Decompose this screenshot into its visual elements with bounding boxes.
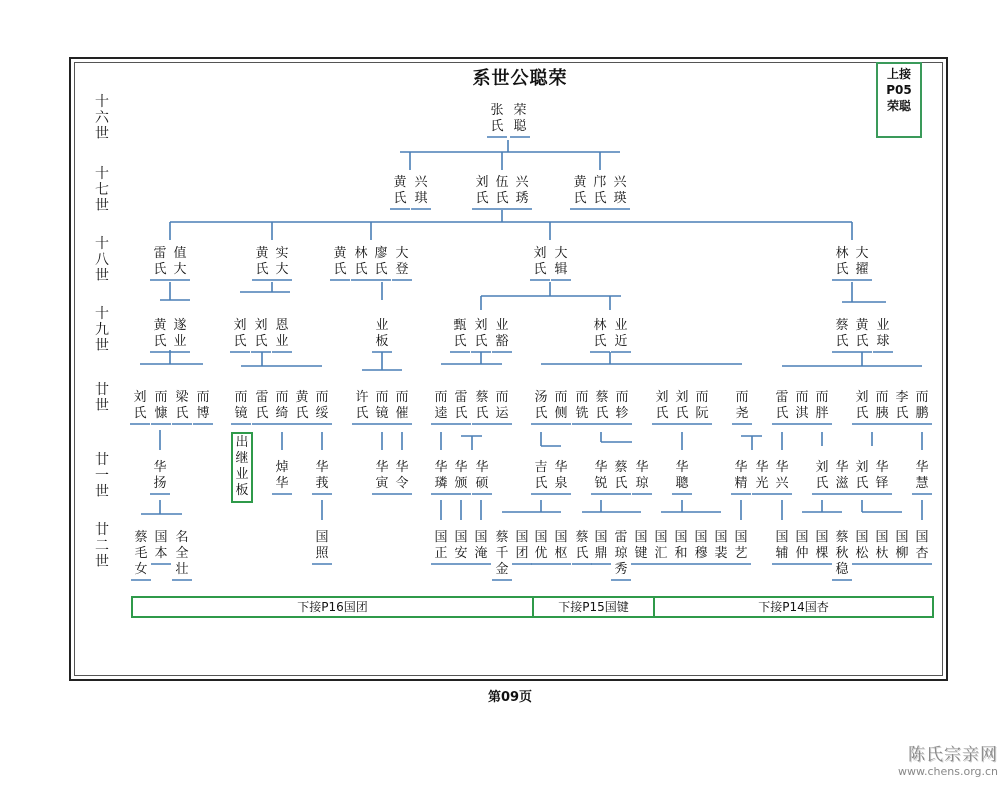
person-name: 国键 — [634, 530, 648, 561]
person-name: 而尧 — [735, 390, 749, 421]
person-name: 华颁 — [454, 460, 468, 491]
person-name: 国安 — [454, 530, 468, 561]
person-name: 黄氏 — [855, 318, 869, 349]
person-name: 蔡氏 — [835, 318, 849, 349]
person-name: 李氏 — [895, 390, 909, 421]
person-name: 而博 — [196, 390, 210, 421]
person-name: 国汇 — [654, 530, 668, 561]
person-name: 焯华 — [275, 460, 289, 491]
person-name: 而侧 — [554, 390, 568, 421]
person-name: 黄氏 — [333, 246, 347, 277]
person-name: 刘氏 — [233, 318, 247, 349]
person-name: 国穆 — [694, 530, 708, 561]
person-name: 黄氏 — [573, 175, 587, 206]
person-name: 蔡氏 — [595, 390, 609, 421]
person-name: 许氏 — [355, 390, 369, 421]
person-name: 国枢 — [554, 530, 568, 561]
person-name: 蔡千金 — [495, 530, 509, 577]
person-name: 国柳 — [895, 530, 909, 561]
person-name: 华琼 — [635, 460, 649, 491]
person-name: 名全壮 — [175, 530, 189, 577]
person-name: 遂业 — [173, 318, 187, 349]
upper-link-box[interactable] — [876, 62, 922, 138]
person-name: 而淇 — [795, 390, 809, 421]
person-name: 兴琇 — [515, 175, 529, 206]
person-name: 华璘 — [434, 460, 448, 491]
person-name: 国辅 — [775, 530, 789, 561]
person-name: 国鼎 — [594, 530, 608, 561]
person-name: 刘氏 — [533, 246, 547, 277]
person-name: 雷氏 — [775, 390, 789, 421]
person-name: 华兴 — [775, 460, 789, 491]
person-name: 汤氏 — [534, 390, 548, 421]
person-name: 大擢 — [855, 246, 869, 277]
person-name: 业近 — [614, 318, 628, 349]
person-name: 国本 — [154, 530, 168, 561]
person-name: 梁氏 — [175, 390, 189, 421]
person-name: 黄氏 — [295, 390, 309, 421]
person-name: 而逵 — [434, 390, 448, 421]
person-name: 而镜 — [375, 390, 389, 421]
person-name: 伍氏 — [495, 175, 509, 206]
person-name: 华慧 — [915, 460, 929, 491]
person-name: 国仲 — [795, 530, 809, 561]
person-name: 吉氏 — [534, 460, 548, 491]
person-name: 国棵 — [815, 530, 829, 561]
person-name: 刘氏 — [675, 390, 689, 421]
person-name: 雷氏 — [454, 390, 468, 421]
person-name: 刘氏 — [655, 390, 669, 421]
person-name: 刘氏 — [254, 318, 268, 349]
person-name: 蔡氏 — [614, 460, 628, 491]
person-name: 华扬 — [153, 460, 167, 491]
person-name: 华泉 — [554, 460, 568, 491]
person-name: 国正 — [434, 530, 448, 561]
person-name: 国和 — [674, 530, 688, 561]
page-title: 系世公聪荣 — [472, 68, 568, 89]
person-name: 而运 — [495, 390, 509, 421]
person-name: 华聰 — [675, 460, 689, 491]
person-name: 刘氏 — [474, 318, 488, 349]
person-name: 邝氏 — [593, 175, 607, 206]
adoption-note-text: 出 继 业 板 — [235, 435, 249, 498]
person-name: 黄氏 — [255, 246, 269, 277]
lower-link-p14[interactable]: 下接P14国杏 — [653, 596, 934, 618]
lower-link-p15[interactable]: 下接P15国键 — [532, 596, 655, 618]
upper-link-line-3: 荣聪 — [886, 99, 911, 113]
person-name: 大登 — [395, 246, 409, 277]
person-name: 林氏 — [835, 246, 849, 277]
person-name: 华令 — [395, 460, 409, 491]
person-name: 蔡毛女 — [134, 530, 148, 577]
upper-link-line-2: P05 — [886, 83, 912, 97]
person-name: 华光 — [755, 460, 769, 491]
person-name: 甄氏 — [453, 318, 467, 349]
person-name: 华滋 — [835, 460, 849, 491]
generation-label: 十 七 世 — [95, 166, 109, 214]
person-name: 刘氏 — [133, 390, 147, 421]
person-name: 华铎 — [875, 460, 889, 491]
adoption-note-box — [231, 432, 253, 503]
person-name: 兴瑛 — [613, 175, 627, 206]
person-name: 华硕 — [475, 460, 489, 491]
watermark — [898, 740, 998, 778]
person-name: 刘氏 — [855, 390, 869, 421]
person-name: 而轸 — [615, 390, 629, 421]
person-name: 国杕 — [875, 530, 889, 561]
person-name: 而胖 — [815, 390, 829, 421]
generation-label: 十 八 世 — [95, 236, 109, 284]
generation-label: 廿 世 — [95, 382, 109, 414]
lower-link-p16[interactable]: 下接P16国团 — [131, 596, 534, 618]
person-name: 蔡氏 — [575, 530, 589, 561]
person-name: 值大 — [173, 246, 187, 277]
person-name: 刘氏 — [855, 460, 869, 491]
person-name: 黄氏 — [393, 175, 407, 206]
person-name: 国松 — [855, 530, 869, 561]
person-name: 而铣 — [575, 390, 589, 421]
person-name: 刘氏 — [815, 460, 829, 491]
person-name: 雷琼秀 — [614, 530, 628, 577]
person-name: 张氏 — [490, 103, 504, 134]
person-name: 业豁 — [495, 318, 509, 349]
person-name: 刘氏 — [475, 175, 489, 206]
person-name: 业板 — [375, 318, 389, 349]
watermark-name: 陈氏宗亲网 — [908, 745, 998, 765]
person-name: 而镜 — [234, 390, 248, 421]
person-name: 而绮 — [275, 390, 289, 421]
person-name: 恩业 — [275, 318, 289, 349]
generation-label: 廿 一 世 — [95, 452, 109, 500]
person-name: 而慷 — [154, 390, 168, 421]
person-name: 而阮 — [695, 390, 709, 421]
person-name: 荣聪 — [513, 103, 527, 134]
person-name: 华莪 — [315, 460, 329, 491]
person-name: 华锐 — [594, 460, 608, 491]
person-name: 兴琪 — [414, 175, 428, 206]
person-name: 而催 — [395, 390, 409, 421]
person-name: 而胰 — [875, 390, 889, 421]
person-name: 蔡氏 — [475, 390, 489, 421]
person-name: 蔡秋稳 — [835, 530, 849, 577]
generation-label: 十 六 世 — [95, 94, 109, 142]
person-name: 雷氏 — [153, 246, 167, 277]
person-name: 大辑 — [554, 246, 568, 277]
person-name: 而绥 — [315, 390, 329, 421]
person-name: 国淹 — [474, 530, 488, 561]
person-name: 廖氏 — [374, 246, 388, 277]
person-name: 黄氏 — [153, 318, 167, 349]
person-name: 国照 — [315, 530, 329, 561]
upper-link-line-1: 上接 — [886, 67, 911, 81]
person-name: 华寅 — [375, 460, 389, 491]
person-name: 国优 — [534, 530, 548, 561]
person-name: 林氏 — [354, 246, 368, 277]
person-name: 国艺 — [734, 530, 748, 561]
watermark-url: www.chens.org.cn — [898, 765, 999, 778]
person-name: 国团 — [515, 530, 529, 561]
person-name: 华精 — [734, 460, 748, 491]
page-number: 第09页 — [487, 690, 533, 705]
person-name: 实大 — [275, 246, 289, 277]
generation-label: 廿 二 世 — [95, 522, 109, 570]
person-name: 雷氏 — [255, 390, 269, 421]
person-name: 国杏 — [915, 530, 929, 561]
person-name: 业球 — [876, 318, 890, 349]
person-name: 林氏 — [593, 318, 607, 349]
person-name: 国裴 — [714, 530, 728, 561]
generation-label: 十 九 世 — [95, 306, 109, 354]
person-name: 而鹏 — [915, 390, 929, 421]
